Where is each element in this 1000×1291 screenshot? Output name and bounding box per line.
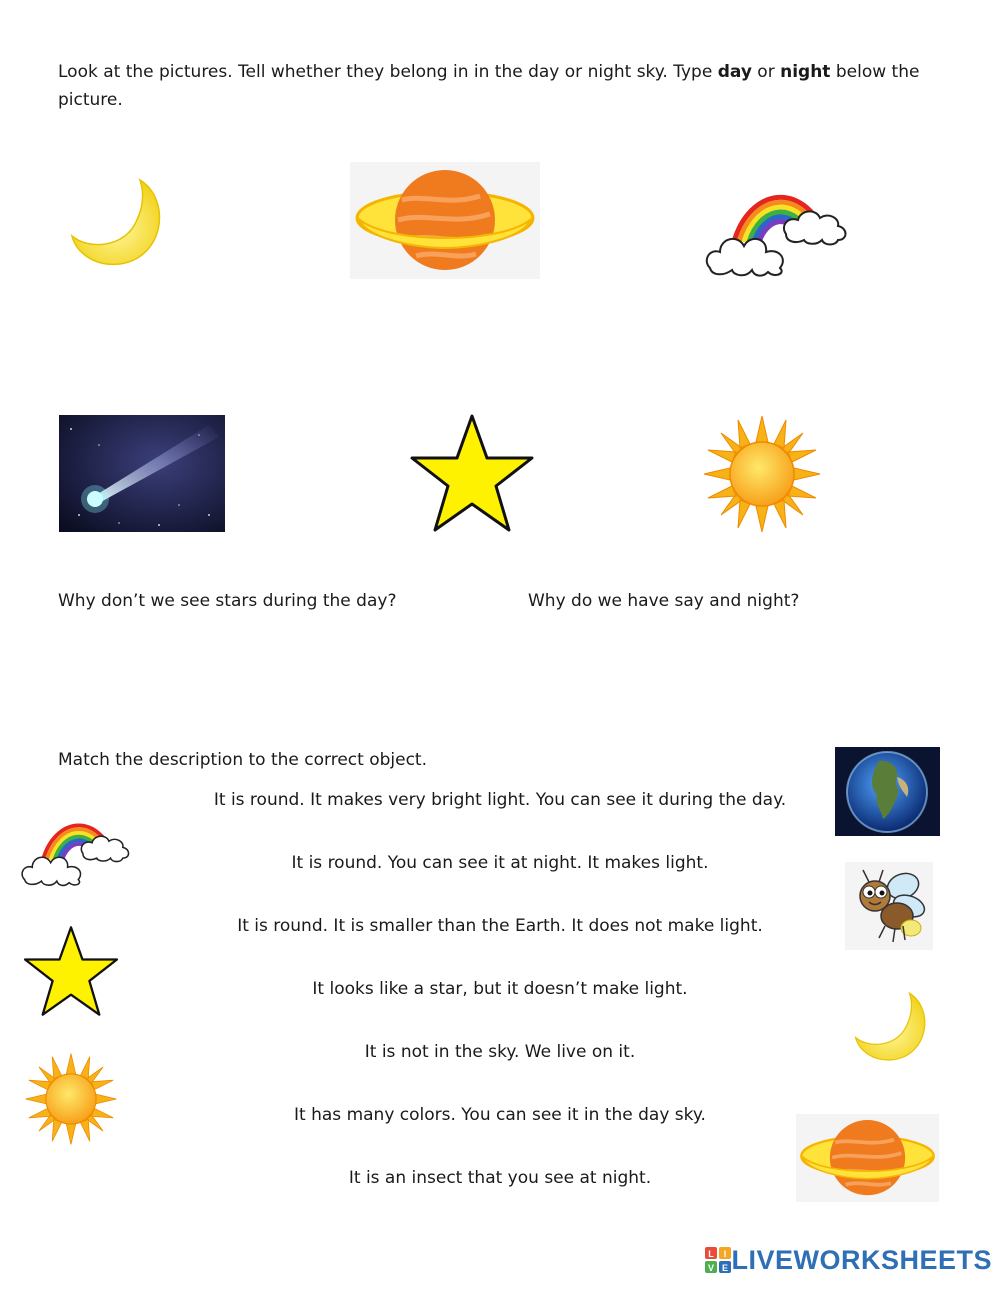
keyword-day: day	[717, 62, 752, 82]
description-3: It is round. It is smaller than the Earth. It does not make light.	[237, 916, 763, 936]
description-4: It looks like a star, but it doesn’t make light.	[312, 979, 688, 999]
logo-badge-letter: V	[708, 1263, 715, 1273]
instructions-part3: below the picture.	[58, 62, 920, 110]
logo-badge-letter: E	[722, 1263, 729, 1273]
logo-badge-letter: L	[708, 1249, 715, 1259]
description-2: It is round. You can see it at night. It makes light.	[291, 853, 709, 873]
comet-icon	[59, 415, 225, 532]
logo-badge-icon	[705, 1247, 731, 1273]
moon-icon[interactable]	[852, 990, 932, 1066]
matching-title: Match the description to the correct object.	[58, 750, 427, 770]
rainbow-icon[interactable]	[20, 796, 132, 888]
description-5: It is not in the sky. We live on it.	[364, 1042, 636, 1062]
firefly-icon[interactable]	[845, 862, 933, 950]
sun-icon[interactable]	[24, 1052, 118, 1146]
logo-badge-letter: I	[724, 1249, 727, 1259]
liveworksheets-logo	[705, 1243, 992, 1277]
planet-icon[interactable]	[796, 1113, 939, 1203]
description-6: It has many colors. You can see it in the day sky.	[294, 1105, 706, 1125]
star-icon	[408, 412, 536, 534]
instructions	[58, 58, 938, 114]
description-7: It is an insect that you see at night.	[348, 1168, 652, 1188]
moon-icon	[68, 176, 168, 272]
logo-text: LIVEWORKSHEETS	[731, 1244, 992, 1275]
instructions-part1: Look at the pictures. Tell whether they belong in in the day or night sky. Type	[58, 62, 718, 82]
description-1: It is round. It makes very bright light. You can see it during the day.	[213, 790, 787, 810]
rainbow-icon	[704, 160, 850, 278]
planet-icon	[350, 162, 540, 279]
star-icon[interactable]	[22, 924, 120, 1018]
instructions-part2: or	[751, 62, 781, 82]
question-stars-day: Why don’t we see stars during the day?	[58, 591, 397, 611]
question-day-night: Why do we have say and night?	[528, 591, 800, 611]
keyword-night: night	[780, 62, 831, 82]
earth-icon[interactable]	[835, 747, 940, 836]
sun-icon	[702, 414, 822, 534]
